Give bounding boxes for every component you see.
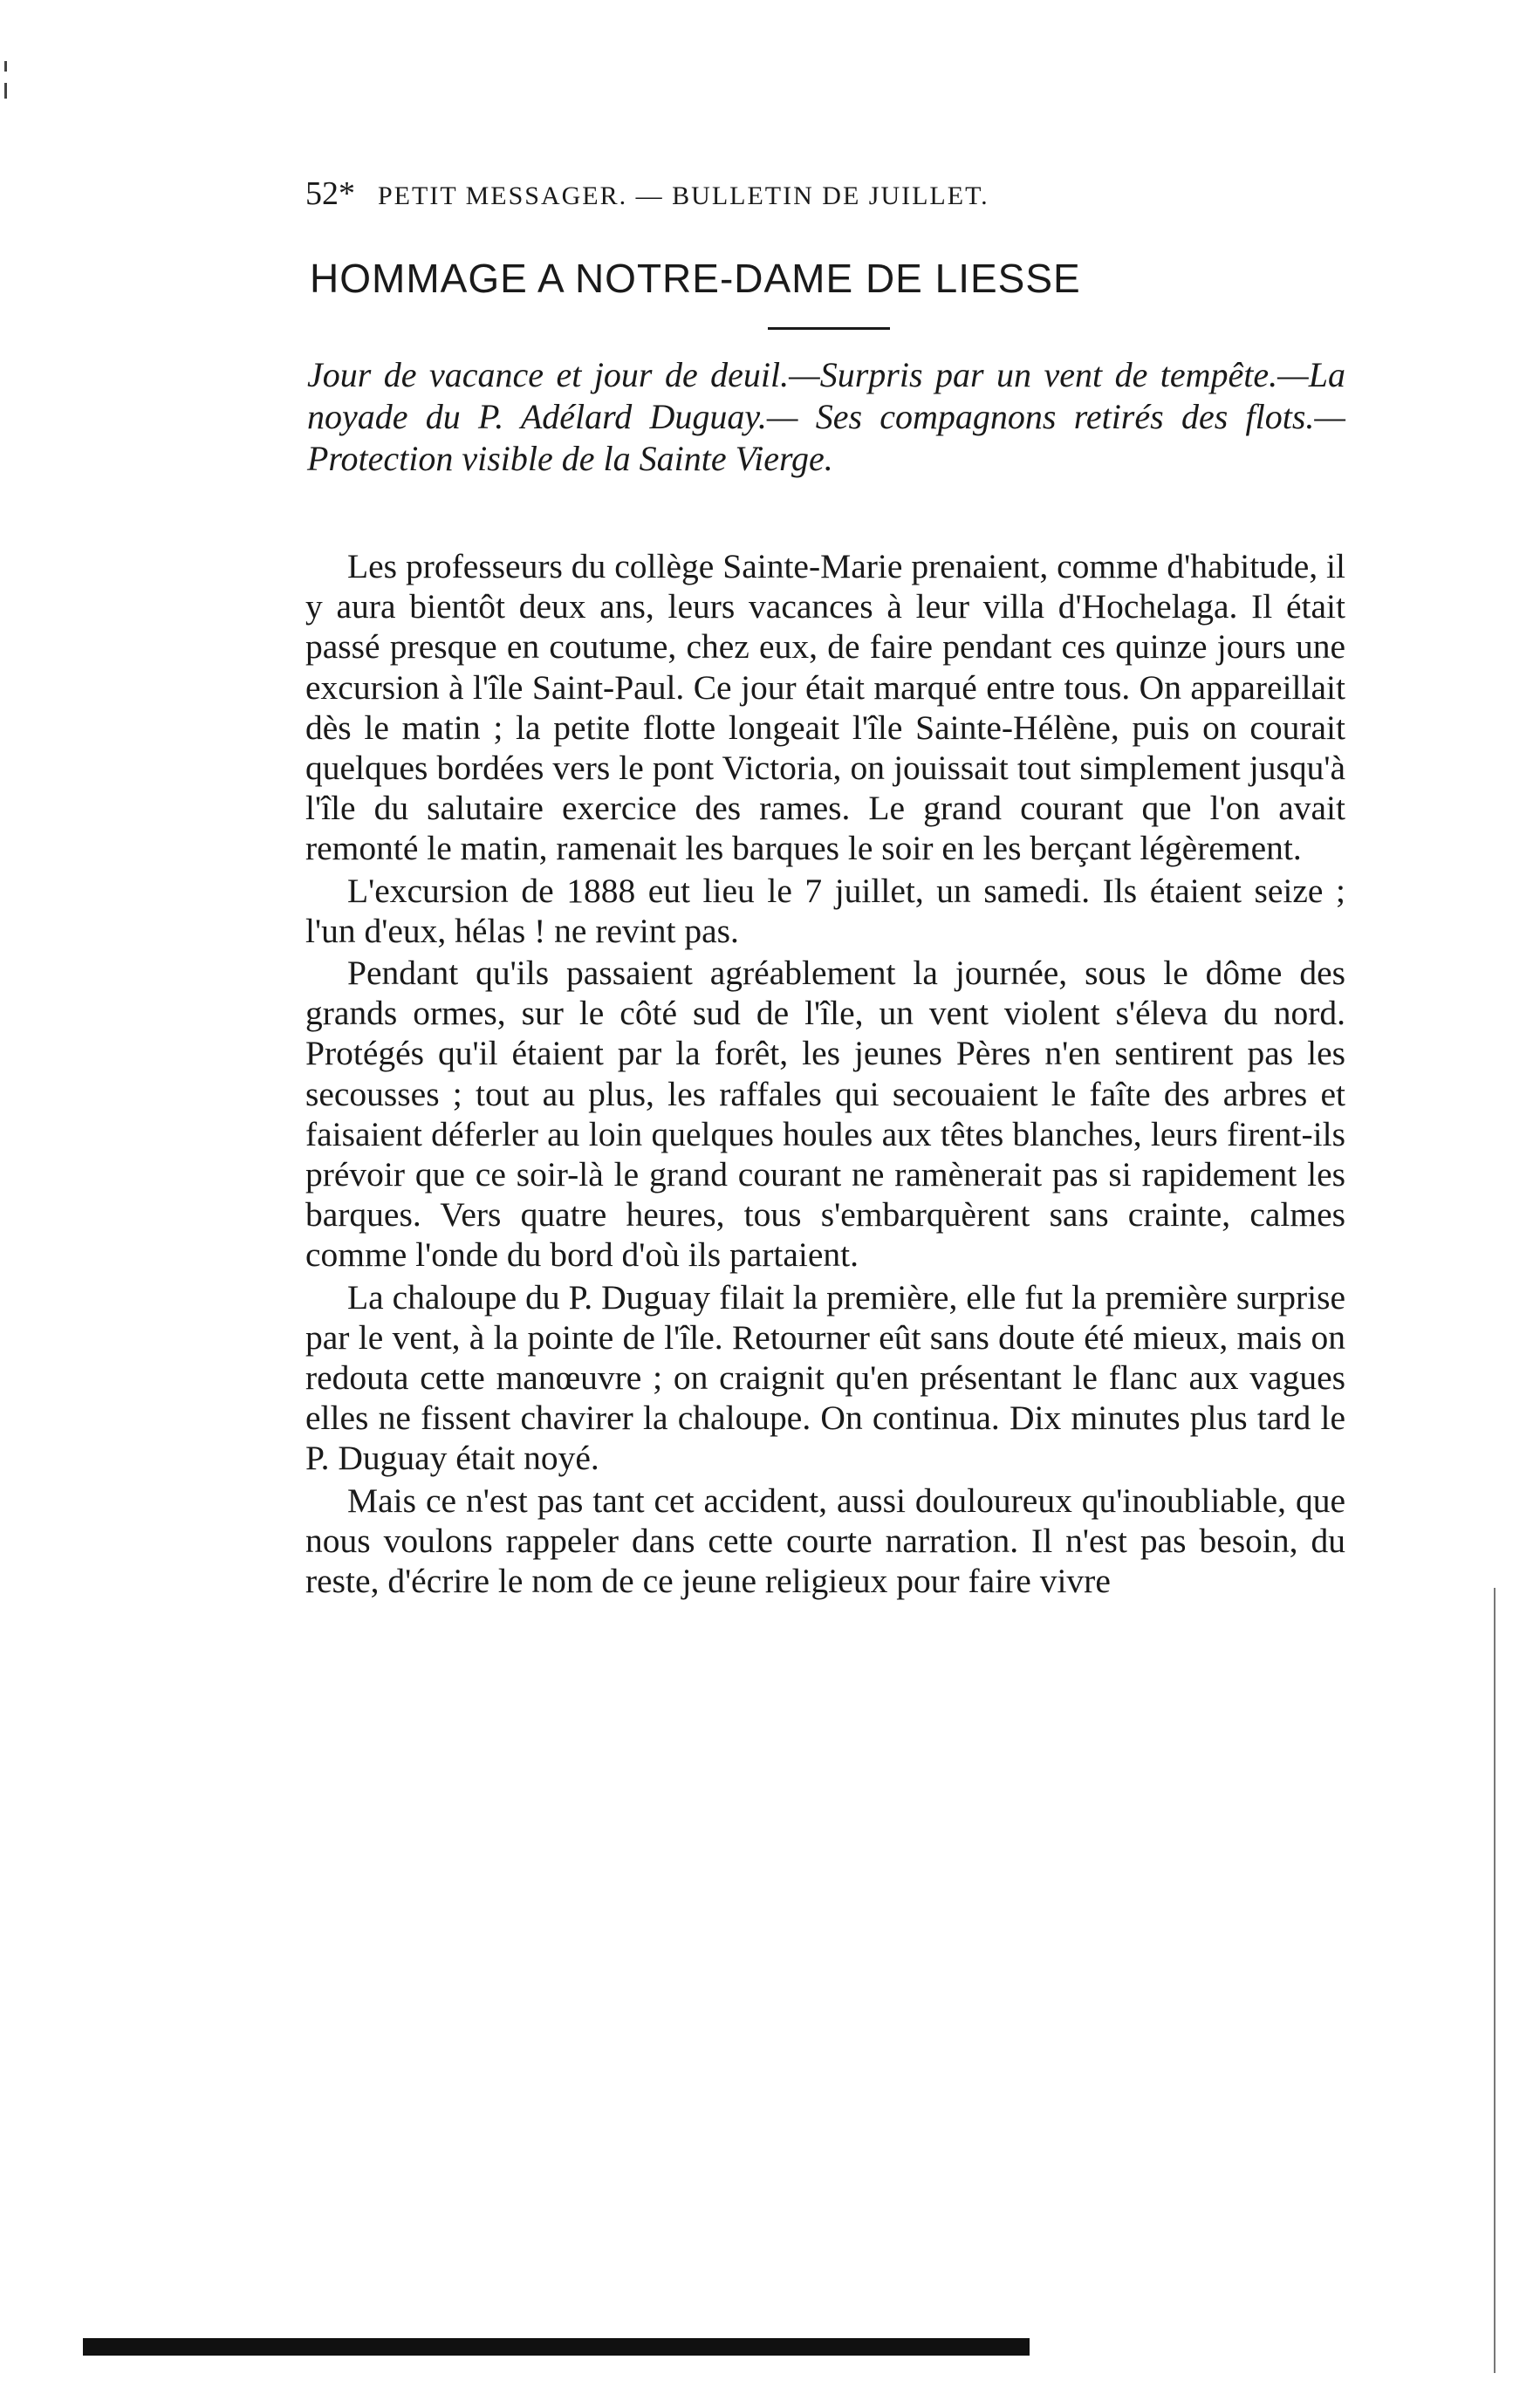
scan-bottom-bar	[83, 2338, 1030, 2356]
article-body	[305, 546, 1345, 1601]
page-number: 52*	[305, 175, 355, 212]
paragraph: L'excursion de 1888 eut lieu le 7 juillet, un samedi. Ils étaient seize ; l'un d'eux, hélas ! ne revint pas.	[305, 871, 1345, 950]
paragraph: Pendant qu'ils passaient agréablement la journée, sous le dôme des grands ormes, sur le côté sud de l'île, un vent violent s'éleva du nord. Protégés qu'il étaient par la forêt, les jeunes Pères n'en sentirent pas les secousses ; tout au plus, les raffales qui secouaient le faîte des arbres et faisaient déferler au loin quelques houles aux têtes blanches, leurs firent-ils prévoir que ce soir-là le grand courant ne ramènerait pas si rapidement les barques. Vers quatre heures, tous s'embarquèrent sans crainte, calmes comme l'onde du bord d'où ils partaient.	[305, 954, 1345, 1275]
article-summary: Jour de vacance et jour de deuil.—Surpris par un vent de tempête.—La noyade du P. Adélard Duguay.— Ses compagnons retirés des flots.— Protection visible de la Sainte Vierge.	[307, 355, 1345, 478]
running-header	[305, 174, 1352, 213]
paragraph: Les professeurs du collège Sainte-Marie prenaient, comme d'habitude, il y aura bientôt deux ans, leurs vacances à leur villa d'Hochelaga. Il était passé presque en coutume, chez eux, de faire pendant ces quinze jours une excursion à l'île Saint-Paul. Ce jour était marqué entre tous. On appareillait dès le matin ; la petite flotte longeait l'île Sainte-Hélène, puis on courait quelques bordées vers le pont Victoria, on jouissait tout simplement jusqu'à l'île du salutaire exercice des rames. Le grand courant que l'on avait remonté le matin, ramenait les barques le soir en les berçant légèrement.	[305, 547, 1345, 868]
scan-edge-mark	[1494, 1588, 1496, 2373]
paragraph: Mais ce n'est pas tant cet accident, aussi douloureux qu'inoubliable, que nous voulons rappeler dans cette courte narration. Il n'est pas besoin, du reste, d'écrire le nom de ce jeune religieux pour faire vivre	[305, 1481, 1345, 1601]
paragraph: La chaloupe du P. Duguay filait la première, elle fut la première surprise par le vent, à la pointe de l'île. Retourner eût sans doute été mieux, mais on redouta cette manœuvre ; on craignit qu'en présentant le flanc aux vagues elles ne fissent chavirer la chaloupe. On continua. Dix minutes plus tard le P. Duguay était noyé.	[305, 1277, 1345, 1478]
article-title: HOMMAGE A NOTRE-DAME DE LIESSE	[310, 256, 1081, 301]
title-divider	[768, 327, 890, 330]
running-title: PETIT MESSAGER. — BULLETIN DE JUILLET.	[378, 181, 989, 210]
scan-edge-mark	[4, 83, 7, 99]
scan-edge-mark	[4, 61, 7, 72]
